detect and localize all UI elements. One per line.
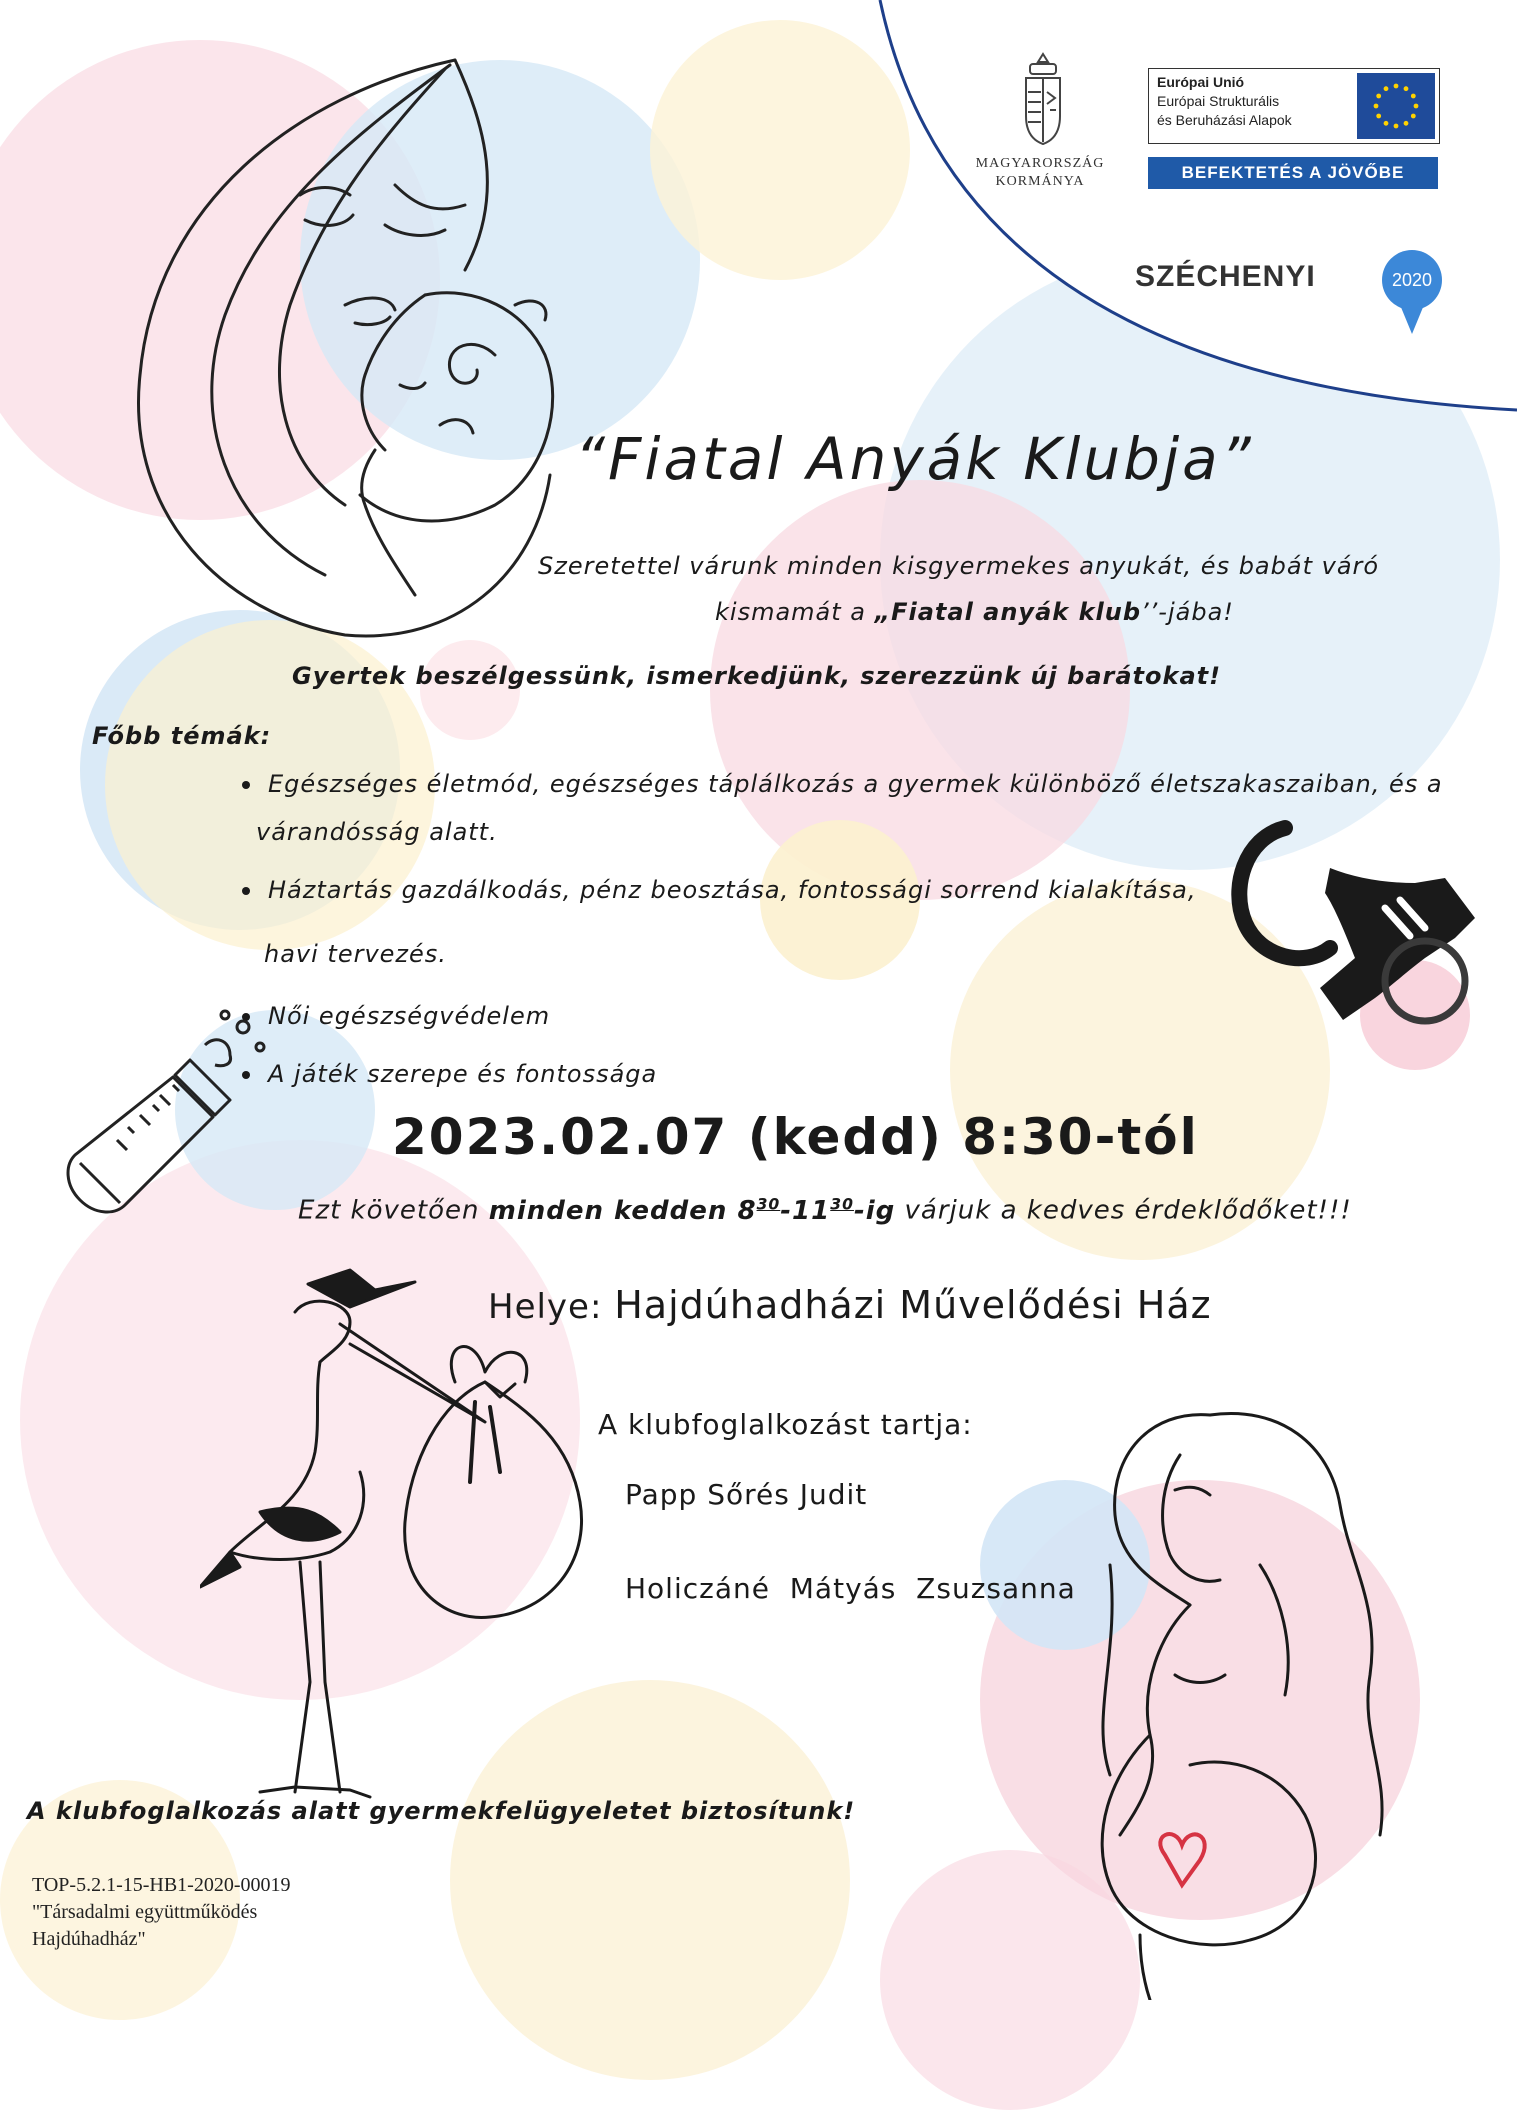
eu-star-icon [1376,114,1381,119]
baby-bottle-icon [65,1005,275,1215]
topic-text: várandósság alatt. [256,818,498,846]
schedule-suffix: várjuk a kedves érdeklődőket!!! [895,1195,1352,1226]
schedule-bold: minden kedden 8 [488,1195,757,1226]
eu-star-icon [1376,94,1381,99]
government-line2: KORMÁNYA [995,174,1085,189]
host-name: Papp Sőrés Judit [625,1478,868,1511]
eu-star-icon [1414,104,1419,109]
intro-line2 [715,598,1234,626]
topic-text: havi tervezés. [264,940,447,968]
invite-text: Gyertek beszélgessünk, ismerkedjünk, szerezzünk új barátokat! [292,662,1222,690]
mother-baby-icon [95,55,605,655]
bullet-icon [242,781,250,789]
intro-club-name: „Fiatal anyák klub [874,598,1142,626]
topic-text: Egészséges életmód, egészséges táplálkozás a gyermek különböző életszakaszaiban, és a [268,770,1443,798]
venue-label: Helye: [488,1287,615,1327]
eu-star-icon [1394,84,1399,89]
pregnant-woman-icon [1050,1395,1430,2000]
topic-item [242,770,1443,798]
coat-of-arms-icon [1020,52,1066,148]
venue-name: Hajdúhadházi Művelődési Ház [614,1283,1212,1327]
eu-star-icon [1394,124,1399,129]
topic-text: A játék szerepe és fontossága [268,1060,658,1088]
childcare-note: A klubfoglalkozás alatt gyermekfelügyeletet biztosítunk! [27,1797,856,1825]
intro-line2-prefix: kismamát a [715,598,875,626]
intro-line2-suffix: ’’-jába! [1141,598,1234,626]
stork-icon [200,1262,620,1802]
eu-banner: BEFEKTETÉS A JÖVŐBE [1148,157,1438,189]
heart-icon [1160,1834,1204,1885]
project-place: Hajdúhadház" [32,1928,146,1950]
topic-item-continuation [256,818,498,846]
eu-star-icon [1404,121,1409,126]
eu-star-icon [1384,121,1389,126]
topic-item [242,1060,657,1088]
host-name: Holiczáné Mátyás Zsuzsanna [625,1572,1076,1605]
topic-item [242,1002,550,1030]
eu-line1: Európai Unió [1157,74,1245,90]
schedule-bold-end: -ig [853,1195,896,1226]
page-title: “Fiatal Anyák Klubja” [575,425,1254,493]
eu-logo [1148,68,1440,144]
eu-star-icon [1411,114,1416,119]
intro-line1: Szeretettel várunk minden kisgyermekes anyukát, és babát váró [538,552,1380,580]
topic-item-continuation [264,940,447,968]
eu-star-icon [1411,94,1416,99]
government-line1: MAGYARORSZÁG [975,156,1105,171]
eu-star-icon [1374,104,1379,109]
schedule-line [298,1195,1352,1226]
schedule-mid: -11 [780,1195,831,1226]
project-name: "Társadalmi együttműködés [32,1901,258,1923]
logo-panel-arc [870,0,1517,430]
bullet-icon [242,887,250,895]
schedule-days [489,1196,896,1226]
topic-item [242,876,1196,904]
schedule-prefix: Ezt követően [298,1195,489,1226]
eu-flag-icon [1357,73,1435,139]
eu-line3: és Beruházási Alapok [1157,112,1292,128]
pacifier-icon [1225,808,1495,1028]
eu-logo-text [1157,73,1292,130]
topics-heading: Főbb témák: [92,722,272,750]
footer [32,1872,291,1953]
hosts-heading: A klubfoglalkozást tartja: [598,1408,973,1441]
topic-text: Női egészségvédelem [268,1002,551,1030]
schedule-end-minutes: 30 [830,1195,854,1213]
szechenyi-year: 2020 [1391,270,1433,290]
eu-star-icon [1404,86,1409,91]
schedule-start-minutes: 30 [756,1195,781,1213]
eu-line2: Európai Strukturális [1157,93,1280,109]
topic-text: Háztartás gazdálkodás, pénz beosztása, fontossági sorrend kialakítása, [268,876,1197,904]
government-logo-text [970,155,1110,191]
szechenyi-logo-text: SZÉCHENYI [1135,260,1316,293]
eu-star-icon [1384,86,1389,91]
bubble [420,640,520,740]
bubble [710,480,1130,900]
project-code: TOP-5.2.1-15-HB1-2020-00019 [32,1874,291,1896]
event-date: 2023.02.07 (kedd) 8:30-tól [392,1108,1199,1166]
szechenyi-pin-tail [1396,300,1428,340]
